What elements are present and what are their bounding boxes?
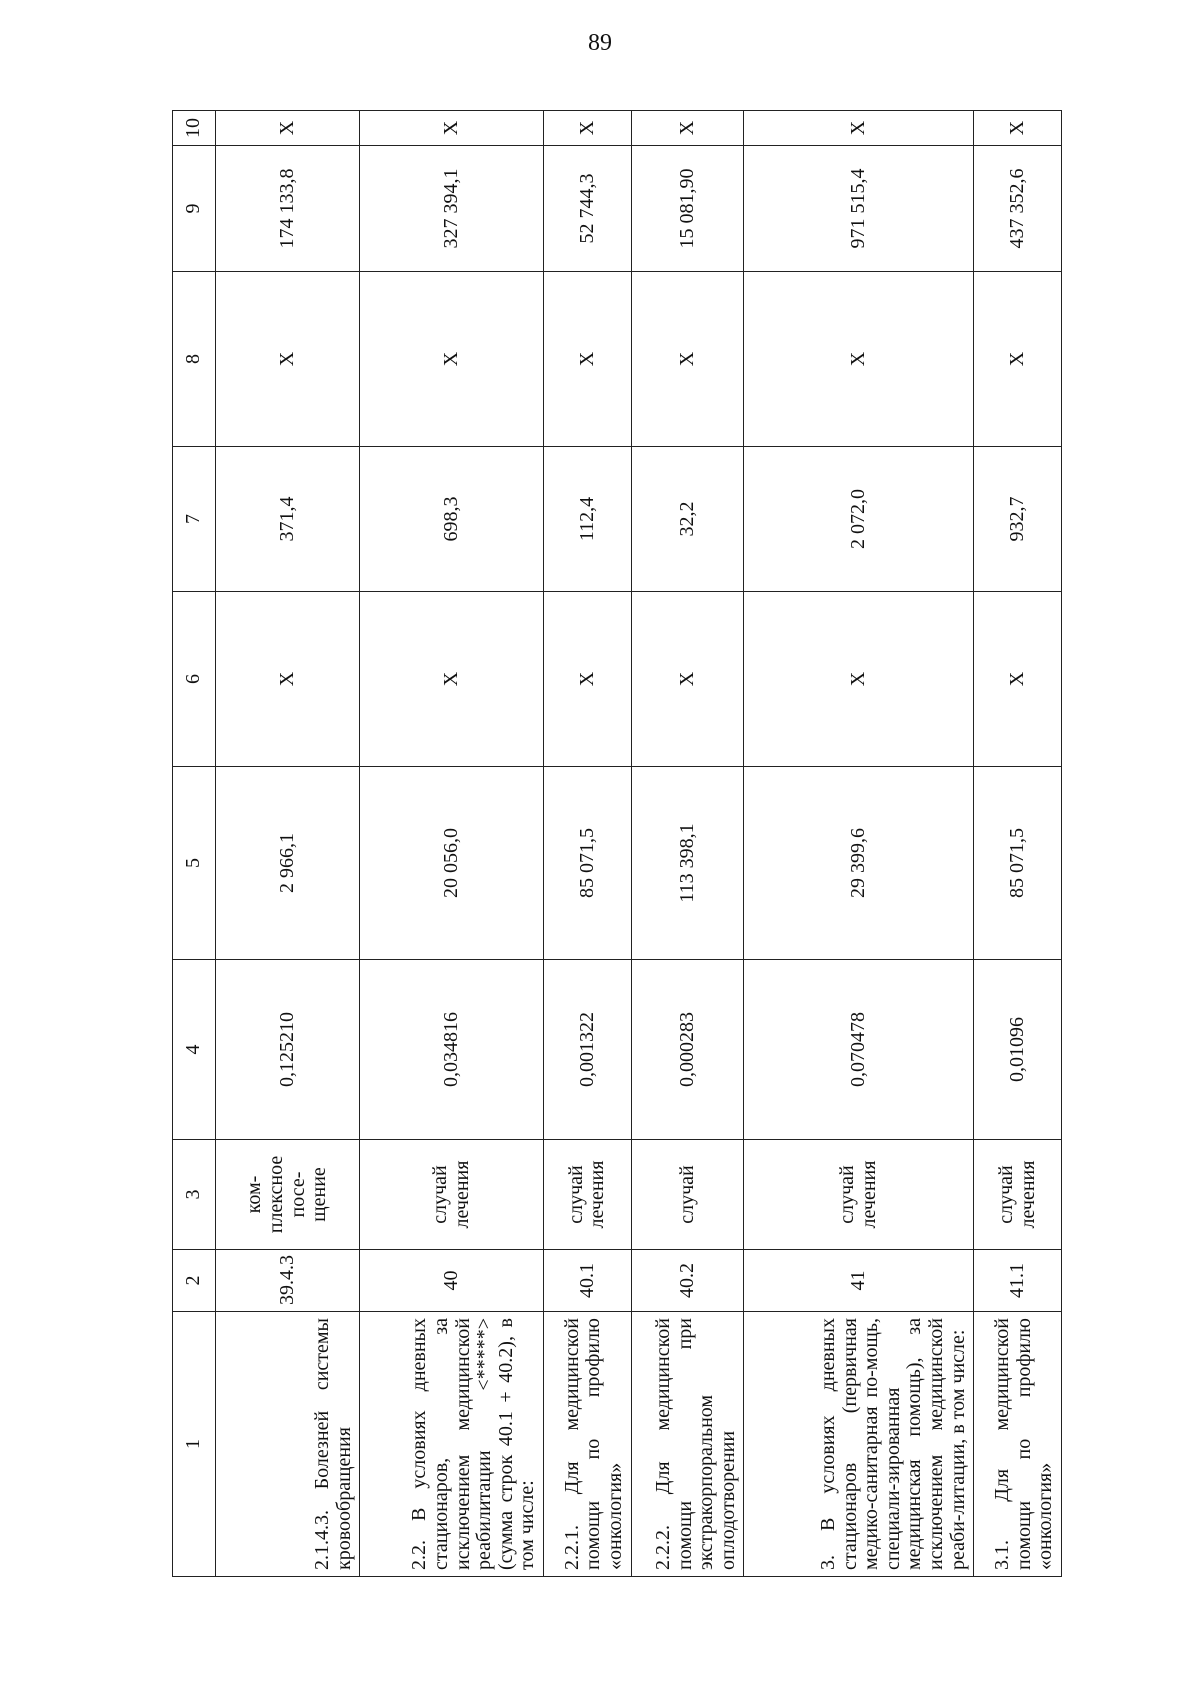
table-row xyxy=(744,111,974,1577)
row-name: 2.1.4.3. Болезней системы кровообращения xyxy=(216,1312,360,1577)
header-row xyxy=(173,111,216,1577)
table-row xyxy=(974,111,1062,1577)
x-cell: X xyxy=(744,111,974,146)
header-cell: 9 xyxy=(173,146,216,272)
row-name: 2.2.2. Для медицинской помощи при экстракорпоральном оплодотворении xyxy=(631,1312,744,1577)
header-cell: 7 xyxy=(173,447,216,592)
x-cell: X xyxy=(631,272,744,447)
row-number: 40 xyxy=(360,1250,544,1312)
unit-cell: случай лечения xyxy=(543,1140,631,1250)
header-cell: 5 xyxy=(173,767,216,960)
value-cell: 0,070478 xyxy=(744,960,974,1140)
value-cell: 371,4 xyxy=(216,447,360,592)
x-cell: X xyxy=(543,111,631,146)
x-cell: X xyxy=(543,592,631,767)
row-name: 3.1. Для медицинской помощи по профилю «онкология» xyxy=(974,1312,1062,1577)
x-cell: X xyxy=(360,272,544,447)
unit-cell: случай лечения xyxy=(974,1140,1062,1250)
value-cell: 0,000283 xyxy=(631,960,744,1140)
value-cell: 698,3 xyxy=(360,447,544,592)
value-cell: 2 072,0 xyxy=(744,447,974,592)
value-cell: 29 399,6 xyxy=(744,767,974,960)
value-cell: 0,034816 xyxy=(360,960,544,1140)
row-number: 40.2 xyxy=(631,1250,744,1312)
x-cell: X xyxy=(744,272,974,447)
x-cell: X xyxy=(974,272,1062,447)
rotated-table-container xyxy=(172,111,1062,1577)
row-number: 39.4.3 xyxy=(216,1250,360,1312)
x-cell: X xyxy=(360,592,544,767)
value-cell: 0,001322 xyxy=(543,960,631,1140)
value-cell: 971 515,4 xyxy=(744,146,974,272)
x-cell: X xyxy=(543,272,631,447)
value-cell: 112,4 xyxy=(543,447,631,592)
x-cell: X xyxy=(216,592,360,767)
header-cell: 8 xyxy=(173,272,216,447)
header-cell: 10 xyxy=(173,111,216,146)
value-cell: 0,01096 xyxy=(974,960,1062,1140)
x-cell: X xyxy=(216,111,360,146)
header-cell: 6 xyxy=(173,592,216,767)
row-name: 2.2. В условиях дневных стационаров, за исключением медицинской реабилитации <*****> (сумма строк 40.1 + 40.2), в том числе: xyxy=(360,1312,544,1577)
value-cell: 2 966,1 xyxy=(216,767,360,960)
row-number: 40.1 xyxy=(543,1250,631,1312)
value-cell: 85 071,5 xyxy=(974,767,1062,960)
unit-cell: случай лечения xyxy=(744,1140,974,1250)
x-cell: X xyxy=(631,592,744,767)
value-cell: 0,125210 xyxy=(216,960,360,1140)
value-cell: 52 744,3 xyxy=(543,146,631,272)
x-cell: X xyxy=(216,272,360,447)
value-cell: 932,7 xyxy=(974,447,1062,592)
header-cell: 1 xyxy=(173,1312,216,1577)
row-name: 3. В условиях дневных стационаров (первичная медико-санитарная по-мощь, специали-зированная медицинская помощь), за исключением медицинской реаби-литации, в том числе: xyxy=(744,1312,974,1577)
x-cell: X xyxy=(631,111,744,146)
value-cell: 85 071,5 xyxy=(543,767,631,960)
value-cell: 327 394,1 xyxy=(360,146,544,272)
header-cell: 3 xyxy=(173,1140,216,1250)
table-row xyxy=(216,111,360,1577)
data-table xyxy=(172,110,1062,1577)
value-cell: 15 081,90 xyxy=(631,146,744,272)
x-cell: X xyxy=(974,592,1062,767)
value-cell: 174 133,8 xyxy=(216,146,360,272)
value-cell: 32,2 xyxy=(631,447,744,592)
row-name: 2.2.1. Для медицинской помощи по профилю «онкология» xyxy=(543,1312,631,1577)
table-row xyxy=(631,111,744,1577)
header-cell: 4 xyxy=(173,960,216,1140)
header-cell: 2 xyxy=(173,1250,216,1312)
x-cell: X xyxy=(974,111,1062,146)
row-number: 41 xyxy=(744,1250,974,1312)
unit-cell: случай xyxy=(631,1140,744,1250)
value-cell: 113 398,1 xyxy=(631,767,744,960)
unit-cell: случай лечения xyxy=(360,1140,544,1250)
table-row xyxy=(543,111,631,1577)
value-cell: 437 352,6 xyxy=(974,146,1062,272)
table-row xyxy=(360,111,544,1577)
x-cell: X xyxy=(744,592,974,767)
value-cell: 20 056,0 xyxy=(360,767,544,960)
page-number: 89 xyxy=(588,30,612,56)
x-cell: X xyxy=(360,111,544,146)
unit-cell: ком-плексное посе-щение xyxy=(216,1140,360,1250)
row-number: 41.1 xyxy=(974,1250,1062,1312)
